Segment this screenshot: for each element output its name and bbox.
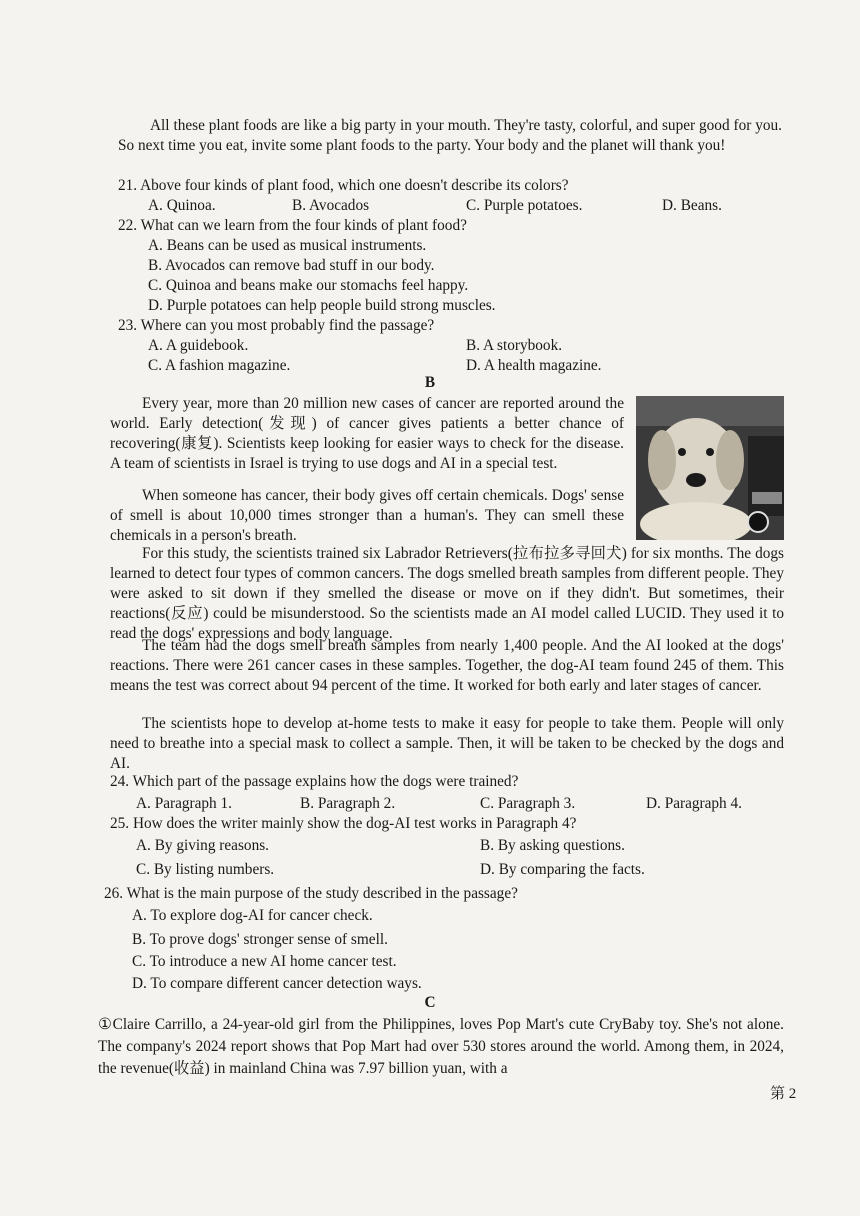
q24-option-c[interactable]: C. Paragraph 3.: [480, 795, 576, 812]
q26-option-a[interactable]: A. To explore dog-AI for cancer check.: [132, 907, 373, 924]
q25-option-a[interactable]: A. By giving reasons.: [136, 837, 269, 854]
q26-option-b[interactable]: B. To prove dogs' stronger sense of smell.: [132, 931, 388, 948]
q23-option-a[interactable]: A. A guidebook.: [148, 337, 249, 354]
q23-option-b[interactable]: B. A storybook.: [466, 337, 563, 354]
passage-c-paragraph-1: ①Claire Carrillo, a 24-year-old girl from the Philippines, loves Pop Mart's cute CryBaby toy. She's not alone. The company's 2024 report shows that Pop Mart had over 530 stores around the world. Among them, in 2024, the revenue(收益) in mainland China was 7.97 billion yuan, with a: [98, 1016, 784, 1077]
q22-option-b[interactable]: B. Avocados can remove bad stuff in our body.: [148, 257, 435, 274]
question-24-stem: 24. Which part of the passage explains how the dogs were trained?: [110, 773, 519, 790]
question-22-stem: 22. What can we learn from the four kinds of plant food?: [118, 217, 467, 234]
page-number: 第 2: [770, 1086, 797, 1102]
q25-option-c[interactable]: C. By listing numbers.: [136, 861, 275, 878]
q22-option-a[interactable]: A. Beans can be used as musical instruments.: [148, 237, 427, 254]
passage-b-paragraph-5: The scientists hope to develop at-home tests to make it easy for people to take them. People will only need to breathe into a special mask to collect a sample. Then, it will be taken to be checked by the dogs and AI.: [110, 715, 784, 772]
q21-option-a[interactable]: A. Quinoa.: [148, 197, 216, 214]
q22-option-d[interactable]: D. Purple potatoes can help people build strong muscles.: [148, 297, 496, 314]
q21-option-d[interactable]: D. Beans.: [662, 197, 722, 214]
question-23-stem: 23. Where can you most probably find the passage?: [118, 317, 435, 334]
q24-option-b[interactable]: B. Paragraph 2.: [300, 795, 396, 812]
passage-b-paragraph-2: When someone has cancer, their body gives off certain chemicals. Dogs' sense of smell is about 10,000 times stronger than a human's. They can smell these chemicals in a person's breath.: [110, 487, 624, 544]
q24-option-a[interactable]: A. Paragraph 1.: [136, 795, 233, 812]
q21-option-b[interactable]: B. Avocados: [292, 197, 370, 214]
q23-option-d[interactable]: D. A health magazine.: [466, 357, 602, 374]
passage-a-closing: All these plant foods are like a big party in your mouth. They're tasty, colorful, and super good for you. So next time you eat, invite some plant foods to the party. Your body and the planet will thank you!: [118, 117, 782, 154]
question-21-stem: 21. Above four kinds of plant food, which one doesn't describe its colors?: [118, 177, 569, 194]
q25-option-d[interactable]: D. By comparing the facts.: [480, 861, 645, 878]
q22-option-c[interactable]: C. Quinoa and beans make our stomachs feel happy.: [148, 277, 469, 294]
q26-option-c[interactable]: C. To introduce a new AI home cancer test.: [132, 953, 397, 970]
section-c-heading: C: [424, 994, 436, 1011]
q23-option-c[interactable]: C. A fashion magazine.: [148, 357, 291, 374]
q26-option-d[interactable]: D. To compare different cancer detection ways.: [132, 975, 422, 992]
question-26-stem: 26. What is the main purpose of the study described in the passage?: [104, 885, 518, 902]
passage-b-paragraph-1: Every year, more than 20 million new cases of cancer are reported around the world. Early detection(发现) of cancer gives patients a better chance of recovering(康复). Scientists keep looking for easier ways to check for the disease. A team of scientists in Israel is trying to use dogs and AI in a special test.: [110, 395, 624, 472]
q24-option-d[interactable]: D. Paragraph 4.: [646, 795, 743, 812]
passage-b-paragraph-3: For this study, the scientists trained six Labrador Retrievers(拉布拉多寻回犬) for six months. The dogs learned to detect four types of common cancers. The dogs smelled breath samples from different people. They were asked to sit down if they smelled the disease or move on if they didn't. But sometimes, their reactions(反应) could be misunderstood. So the scientists made an AI model called LUCID. They used it to read the dogs' expressions and body language.: [110, 545, 784, 642]
question-25-stem: 25. How does the writer mainly show the dog-AI test works in Paragraph 4?: [110, 815, 577, 832]
dog-illustration-icon: [636, 396, 784, 540]
labrador-dog-photo: [636, 396, 784, 540]
q21-option-c[interactable]: C. Purple potatoes.: [466, 197, 583, 214]
q25-option-b[interactable]: B. By asking questions.: [480, 837, 625, 854]
passage-b-paragraph-4: The team had the dogs smell breath samples from nearly 1,400 people. And the AI looked at the dogs' reactions. There were 261 cancer cases in these samples. Together, the dog-AI team found 245 of them. This means the test was correct about 94 percent of the time. It worked for both early and later stages of cancer.: [110, 637, 784, 694]
section-b-heading: B: [424, 374, 436, 391]
